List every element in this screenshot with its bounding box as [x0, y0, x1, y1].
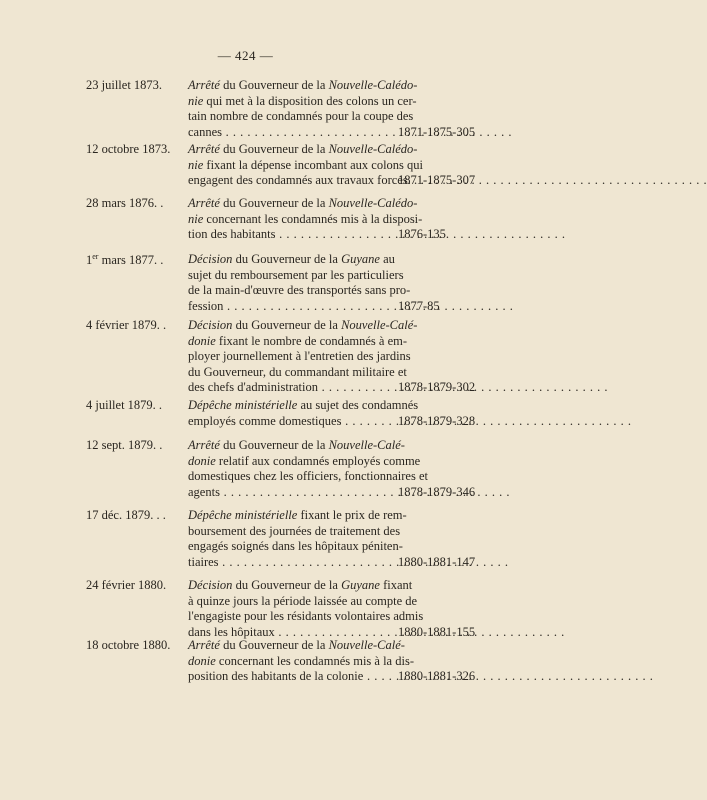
entry-date: 17 déc. 1879. . .: [86, 508, 166, 522]
entry-reference: 1871-1875-307: [398, 173, 476, 188]
entry-description: [188, 438, 428, 500]
description-line: tiaires . . .: [188, 555, 396, 571]
description-line: position des habitants de la colonie . . .: [188, 669, 396, 685]
description-line: à quinze jours la période laissée au compte de: [188, 593, 418, 608]
entry-reference: 1880-1881-155: [398, 624, 476, 639]
description-line: donie relatif aux condamnés employés comme: [188, 453, 421, 468]
description-line: boursement des journées de traitement des: [188, 523, 401, 538]
description-line: agents . . .: [188, 485, 396, 501]
entry-date: 18 octobre 1880.: [86, 638, 171, 652]
entry-date: 1er mars 1877. .: [86, 252, 164, 268]
entry-date: 24 février 1880.: [86, 578, 167, 592]
description-line: Dépêche ministérielle au sujet des condamnés: [188, 398, 419, 412]
entry-reference: 1878-1879-302: [398, 380, 476, 395]
description-line: tain nombre de condamnés pour la coupe des: [188, 109, 414, 124]
description-line: employés comme domestiques . . .: [188, 414, 396, 430]
description-line: Arrêté du Gouverneur de la Nouvelle-Calé-: [188, 438, 405, 452]
entry-reference: 1871-1875-305: [398, 124, 476, 139]
description-line: cannes . . .: [188, 125, 396, 141]
description-line: engagés soignés dans les hôpitaux péniten-: [188, 539, 403, 554]
description-line: fession . . .: [188, 299, 396, 315]
description-line: engagent des condamnés aux travaux forcés. . . . .: [188, 173, 396, 189]
description-line: des chefs d'administration . . .: [188, 380, 396, 396]
description-line: Arrêté du Gouverneur de la Nouvelle-Calédo-: [188, 78, 418, 92]
entry-date: 4 février 1879. .: [86, 318, 167, 332]
entry-date: 28 mars 1876. .: [86, 196, 164, 210]
description-line: donie fixant le nombre de condamnés à em-: [188, 333, 408, 348]
entry-reference: 1880-1881-326: [398, 669, 476, 684]
description-line: Arrêté du Gouverneur de la Nouvelle-Calé-: [188, 638, 405, 652]
description-line: domestiques chez les officiers, fonctionnaires et: [188, 469, 428, 484]
entry-date: 12 sept. 1879. .: [86, 438, 163, 452]
entry-reference: 1880-1881-147: [398, 554, 476, 569]
description-line: Dépêche ministérielle fixant le prix de rem-: [188, 508, 407, 522]
description-line: tion des habitants . . .: [188, 227, 396, 243]
description-line: Décision du Gouverneur de la Guyane fixant: [188, 578, 413, 592]
description-line: du Gouverneur, du commandant militaire et: [188, 364, 407, 379]
description-line: de la main-d'œuvre des transportés sans pro-: [188, 283, 411, 298]
entry-date: 12 octobre 1873.: [86, 142, 171, 156]
entry-description: [188, 638, 414, 685]
entry-description: [188, 578, 424, 640]
entry-reference: 1878-1879-328: [398, 413, 476, 428]
description-line: nie qui met à la disposition des colons un cer-: [188, 93, 417, 108]
description-line: sujet du remboursement par les particuliers: [188, 267, 404, 282]
description-line: Décision du Gouverneur de la Nouvelle-Calé-: [188, 318, 418, 332]
entry-date: 23 juillet 1873.: [86, 78, 163, 92]
description-line: donie concernant les condamnés mis à la dis-: [188, 653, 414, 668]
entry-description: [188, 142, 424, 189]
description-line: ployer journellement à l'entretien des jardins: [188, 349, 411, 364]
entry-date: 4 juillet 1879. .: [86, 398, 163, 412]
entry-reference: 1877-85: [398, 298, 440, 313]
entry-reference: 1876-135: [398, 227, 446, 242]
entry-description: [188, 78, 418, 140]
entry-description: [188, 398, 419, 429]
entry-reference: 1878-1879-346: [398, 484, 476, 499]
description-line: dans les hôpitaux . . .: [188, 625, 396, 641]
description-line: nie fixant la dépense incombant aux colons qui: [188, 157, 424, 172]
description-line: Arrêté du Gouverneur de la Nouvelle-Calédo-: [188, 142, 418, 156]
description-line: Décision du Gouverneur de la Guyane au: [188, 252, 395, 266]
page-number: — 424 —: [217, 48, 274, 63]
description-line: nie concernant les condamnés mis à la disposi-: [188, 211, 423, 226]
description-line: l'engagiste pour les résidants volontaires admis: [188, 609, 424, 624]
entry-description: [188, 252, 411, 314]
entry-description: [188, 508, 407, 570]
description-line: Arrêté du Gouverneur de la Nouvelle-Calédo-: [188, 196, 418, 210]
entry-description: [188, 318, 418, 396]
